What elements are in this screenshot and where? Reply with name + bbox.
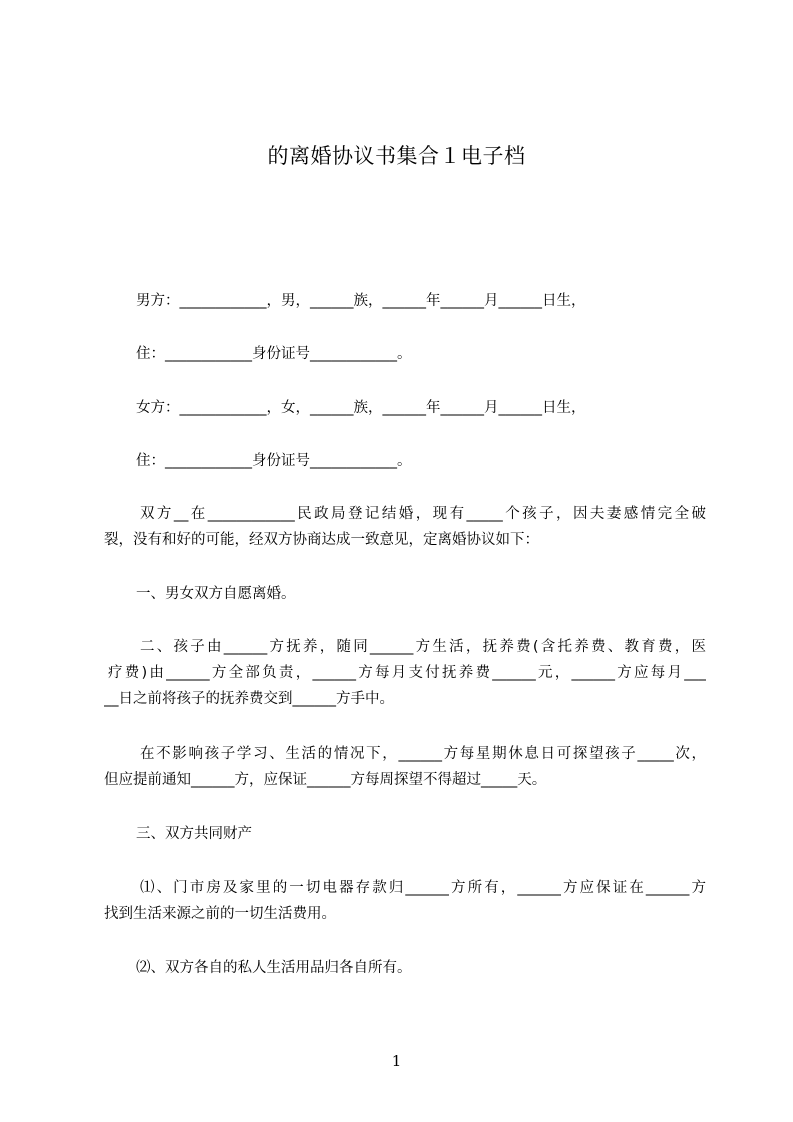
property-1-line-2: 找到生活来源之前的一切生活费用。: [104, 906, 336, 922]
clause-1-line: 一、男女双方自愿离婚。: [136, 586, 296, 602]
clause-1-paragraph: [136, 581, 738, 607]
male-info-line: 男方：____________，男，______族，______年______月______日生，: [136, 293, 586, 309]
male-address-line: 住：____________身份证号____________。: [136, 346, 412, 362]
visitation-line-1: 在不影响孩子学习、生活的情况下，______方每星期休息日可探望孩子_____次，: [140, 746, 706, 762]
property-2-line: ⑵、双方各自的私人生活用品归各自所有。: [136, 960, 412, 976]
clause-2-paragraph: [104, 634, 706, 712]
clause-2-line-2: 疗费)由______方全部负责，______方每月支付抚养费______元，______方应每月___: [108, 665, 706, 681]
visitation-line-2: 但应提前通知______方，应保证______方每周探望不得超过_____天。: [104, 772, 547, 788]
clause-2-line-1: 二、孩子由______方抚养，随同______方生活，抚养费(含托养费、教育费，医: [140, 639, 706, 655]
marriage-line-1: 双方__在____________民政局登记结婚，现有_____个孩子，因夫妻感情完全破: [140, 506, 706, 522]
marriage-line-2: 裂，没有和好的可能，经双方协商达成一致意见，定离婚协议如下：: [104, 532, 539, 548]
female-info-line: 女方：____________，女，______族，______年______月______日生，: [136, 400, 586, 416]
female-address-line: 住：____________身份证号____________。: [136, 453, 412, 469]
male-address-paragraph: [136, 341, 738, 367]
property-1-paragraph: [104, 875, 706, 927]
page-number: 1: [391, 1052, 402, 1070]
visitation-paragraph: [104, 741, 706, 793]
property-2-paragraph: [136, 955, 738, 981]
clause-3-paragraph: [136, 821, 738, 847]
female-address-paragraph: [136, 448, 738, 474]
property-1-line-1: ⑴、门市房及家里的一切电器存款归______方所有，______方应保证在______方: [140, 880, 706, 896]
clause-3-line: 三、双方共同财产: [136, 826, 252, 842]
female-info-paragraph: [136, 395, 738, 421]
clause-2-line-3: __日之前将孩子的抚养费交到______方手中。: [104, 691, 394, 707]
document-title: 的离婚协议书集合１电子档: [267, 144, 526, 168]
male-info-paragraph: [136, 288, 738, 314]
marriage-paragraph: [104, 501, 706, 553]
